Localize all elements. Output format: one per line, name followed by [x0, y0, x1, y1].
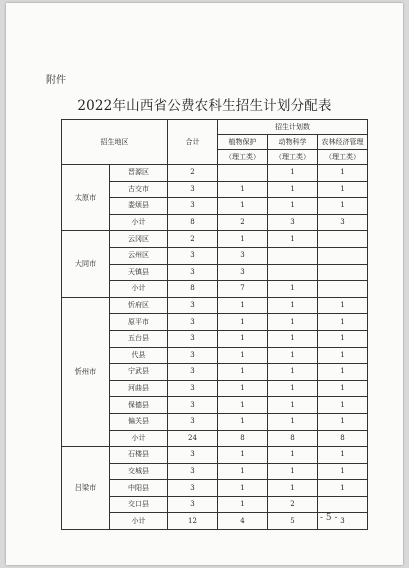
econ-cell: 1: [318, 364, 368, 381]
plant-cell: 1: [218, 231, 268, 248]
econ-cell: [318, 231, 368, 248]
econ-cell: 1: [318, 181, 368, 198]
animal-cell: 1: [268, 397, 318, 414]
total-cell: 3: [168, 247, 218, 264]
animal-cell: 1: [268, 347, 318, 364]
econ-cell: 1: [318, 447, 368, 464]
table-row: [62, 447, 368, 464]
econ-cell: 1: [318, 330, 368, 347]
plant-cell: 3: [218, 264, 268, 281]
county-cell: 保德县: [110, 397, 168, 414]
table-row: [62, 231, 368, 248]
animal-cell: 1: [268, 330, 318, 347]
econ-cell: [318, 496, 368, 513]
county-cell: 小计: [110, 281, 168, 298]
animal-cell: 1: [268, 165, 318, 182]
total-cell: 3: [168, 347, 218, 364]
city-cell: 太原市: [62, 165, 110, 231]
plant-cell: [218, 165, 268, 182]
plant-cell: 1: [218, 198, 268, 215]
table-row: [62, 165, 368, 182]
header-major-plant-protection: 植物保护: [218, 135, 268, 150]
header-plan: 招生计划数: [218, 120, 368, 135]
county-cell: 中阳县: [110, 480, 168, 497]
econ-cell: 1: [318, 463, 368, 480]
table-row: [62, 297, 368, 314]
plant-cell: 1: [218, 330, 268, 347]
total-cell: 2: [168, 165, 218, 182]
animal-cell: 1: [268, 413, 318, 430]
animal-cell: 3: [268, 214, 318, 231]
city-cell: 吕梁市: [62, 447, 110, 530]
header-total: 合计: [168, 120, 218, 165]
total-cell: 3: [168, 314, 218, 331]
plant-cell: 1: [218, 297, 268, 314]
total-cell: 3: [168, 181, 218, 198]
total-cell: 3: [168, 496, 218, 513]
plant-cell: 7: [218, 281, 268, 298]
total-cell: 3: [168, 463, 218, 480]
econ-cell: 1: [318, 480, 368, 497]
econ-cell: [318, 247, 368, 264]
econ-cell: 8: [318, 430, 368, 447]
plant-cell: 1: [218, 447, 268, 464]
header-type-agri-economics: （理工类）: [318, 150, 368, 165]
animal-cell: 1: [268, 447, 318, 464]
plant-cell: 1: [218, 496, 268, 513]
total-cell: 8: [168, 214, 218, 231]
county-cell: 偏关县: [110, 413, 168, 430]
animal-cell: 1: [268, 231, 318, 248]
county-cell: 五台县: [110, 330, 168, 347]
document-title: 2022年山西省公费农科生招生计划分配表: [77, 98, 332, 114]
county-cell: 忻府区: [110, 297, 168, 314]
county-cell: 天镇县: [110, 264, 168, 281]
animal-cell: 8: [268, 430, 318, 447]
plant-cell: 2: [218, 214, 268, 231]
plant-cell: 3: [218, 247, 268, 264]
county-cell: 宁武县: [110, 364, 168, 381]
econ-cell: [318, 264, 368, 281]
header-major-animal-science: 动物科学: [268, 135, 318, 150]
plant-cell: 1: [218, 397, 268, 414]
header-type-animal-science: （理工类）: [268, 150, 318, 165]
county-cell: 小计: [110, 430, 168, 447]
total-cell: 3: [168, 264, 218, 281]
econ-cell: [318, 281, 368, 298]
total-cell: 2: [168, 231, 218, 248]
county-cell: 交口县: [110, 496, 168, 513]
total-cell: 12: [168, 513, 218, 530]
animal-cell: [268, 264, 318, 281]
econ-cell: 1: [318, 397, 368, 414]
animal-cell: 1: [268, 480, 318, 497]
document-page: [6, 3, 403, 565]
total-cell: 3: [168, 413, 218, 430]
header-region: 招生地区: [62, 120, 168, 165]
animal-cell: 1: [268, 297, 318, 314]
county-cell: 娄烦县: [110, 198, 168, 215]
header-type-plant-protection: （理工类）: [218, 150, 268, 165]
econ-cell: 1: [318, 314, 368, 331]
county-cell: 小计: [110, 513, 168, 530]
econ-cell: 3: [318, 214, 368, 231]
county-cell: 代县: [110, 347, 168, 364]
total-cell: 3: [168, 447, 218, 464]
plant-cell: 8: [218, 430, 268, 447]
plant-cell: 4: [218, 513, 268, 530]
total-cell: 3: [168, 480, 218, 497]
econ-cell: 1: [318, 198, 368, 215]
animal-cell: 1: [268, 281, 318, 298]
county-cell: 小计: [110, 214, 168, 231]
econ-cell: 1: [318, 165, 368, 182]
plant-cell: 1: [218, 347, 268, 364]
plant-cell: 1: [218, 181, 268, 198]
animal-cell: 1: [268, 314, 318, 331]
total-cell: 3: [168, 198, 218, 215]
county-cell: 石楼县: [110, 447, 168, 464]
county-cell: 古交市: [110, 181, 168, 198]
plant-cell: 1: [218, 364, 268, 381]
econ-cell: 1: [318, 347, 368, 364]
enrollment-plan-table: [61, 119, 368, 530]
county-cell: 云州区: [110, 247, 168, 264]
animal-cell: 5: [268, 513, 318, 530]
plant-cell: 1: [218, 463, 268, 480]
total-cell: 3: [168, 330, 218, 347]
plant-cell: 1: [218, 413, 268, 430]
attachment-label: 附件: [46, 75, 66, 86]
total-cell: 3: [168, 397, 218, 414]
total-cell: 24: [168, 430, 218, 447]
total-cell: 3: [168, 364, 218, 381]
animal-cell: 1: [268, 181, 318, 198]
city-cell: 忻州市: [62, 297, 110, 446]
county-cell: 云冈区: [110, 231, 168, 248]
econ-cell: 3: [318, 513, 368, 530]
plant-cell: 1: [218, 314, 268, 331]
animal-cell: 1: [268, 463, 318, 480]
county-cell: 交城县: [110, 463, 168, 480]
econ-cell: 1: [318, 380, 368, 397]
animal-cell: 1: [268, 380, 318, 397]
plant-cell: 1: [218, 380, 268, 397]
animal-cell: [268, 247, 318, 264]
total-cell: 3: [168, 380, 218, 397]
county-cell: 河曲县: [110, 380, 168, 397]
total-cell: 8: [168, 281, 218, 298]
plant-cell: 1: [218, 480, 268, 497]
econ-cell: 1: [318, 413, 368, 430]
animal-cell: 2: [268, 496, 318, 513]
city-cell: 大同市: [62, 231, 110, 297]
header-major-agri-economics: 农林经济管理: [318, 135, 368, 150]
county-cell: 晋源区: [110, 165, 168, 182]
total-cell: 3: [168, 297, 218, 314]
animal-cell: 1: [268, 198, 318, 215]
econ-cell: 1: [318, 297, 368, 314]
animal-cell: 1: [268, 364, 318, 381]
county-cell: 原平市: [110, 314, 168, 331]
page-number: - 5 -: [320, 513, 338, 523]
